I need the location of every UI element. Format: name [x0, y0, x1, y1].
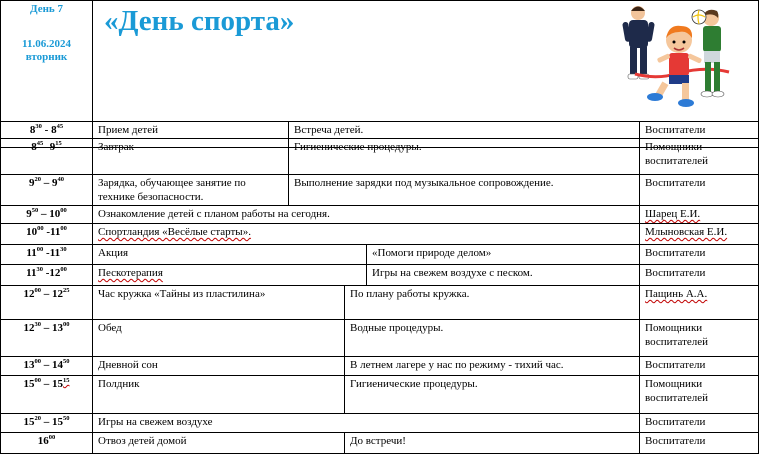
details-cell: Выполнение зарядки под музыкальное сопровождение.: [288, 174, 640, 206]
details-cell: Гигиенические процедуры.: [288, 138, 640, 175]
staff-cell: Млыновская Е.И.: [639, 223, 759, 245]
time-cell: $15^{00} - 15^{15}$: [0, 375, 93, 414]
activity-cell: Зарядка, обучающее занятие по технике безопасности.: [92, 174, 289, 206]
time-cell: $9^{50} - 10^{00}$: [0, 205, 93, 224]
staff-cell: Воспитатели: [639, 413, 759, 433]
activity-cell: Акция: [92, 244, 367, 265]
time-cell: $9^{20} - 9^{40}$: [0, 174, 93, 206]
staff-cell: Шарец Е.И.: [639, 205, 759, 224]
details-cell: Игры на свежем воздухе с песком.: [366, 264, 640, 286]
activity-cell: Игры на свежем воздухе: [92, 413, 640, 433]
staff-cell: Помощники воспитателей: [639, 138, 759, 175]
activity-cell: Час кружка «Тайны из пластилина»: [92, 285, 345, 320]
activity-cell: Прием детей: [92, 121, 289, 139]
details-cell: В летнем лагере у нас по режиму - тихий час.: [344, 356, 640, 376]
staff-cell: Пащинь А.А.: [639, 285, 759, 320]
staff-cell: Помощники воспитателей: [639, 319, 759, 357]
time-cell: $8^{30} - 8^{45}$: [0, 121, 93, 139]
activity-cell: Обед: [92, 319, 345, 357]
time-cell: $13^{00} - 14^{50}$: [0, 356, 93, 376]
staff-cell: Воспитатели: [639, 432, 759, 454]
staff-cell: Воспитатели: [639, 264, 759, 286]
details-cell: До встречи!: [344, 432, 640, 454]
page-title: «День спорта»: [104, 5, 295, 37]
activity-cell: Спортландия «Весёлые старты».: [92, 223, 640, 245]
time-cell: $16^{00}$: [0, 432, 93, 454]
details-cell: Гигиенические процедуры.: [344, 375, 640, 414]
activity-cell: Полдник: [92, 375, 345, 414]
staff-cell: Помощники воспитателей: [639, 375, 759, 414]
activity-cell: Отвоз детей домой: [92, 432, 345, 454]
activity-cell: Завтрак: [92, 138, 289, 175]
activity-cell: Пескотерапия: [92, 264, 367, 286]
time-cell: $15^{20} - 15^{50}$: [0, 413, 93, 433]
weekday-label: вторник: [25, 51, 68, 63]
time-cell: $12^{30} - 13^{00}$: [0, 319, 93, 357]
time-cell: $10^{00}$ $-11^{00}$: [0, 223, 93, 245]
time-cell: $11^{30}$ $-12^{00}$: [0, 264, 93, 286]
activity-cell: Дневной сон: [92, 356, 345, 376]
time-cell: $8^{45}-$ $9^{15}$: [0, 138, 93, 175]
time-cell: $11^{00}$ $-11^{30}$: [0, 244, 93, 265]
staff-cell: Воспитатели: [639, 356, 759, 376]
details-cell: Водные процедуры.: [344, 319, 640, 357]
date-label: 11.06.2024: [22, 38, 71, 50]
staff-cell: Воспитатели: [639, 174, 759, 206]
activity-cell: Ознакомление детей с планом работы на сегодня.: [92, 205, 640, 224]
details-cell: По плану работы кружка.: [344, 285, 640, 320]
details-cell: «Помоги природе делом»: [366, 244, 640, 265]
details-cell: Встреча детей.: [288, 121, 640, 139]
staff-cell: Воспитатели: [639, 121, 759, 139]
day-label: День 7: [30, 3, 63, 15]
staff-cell: Воспитатели: [639, 244, 759, 265]
children-sport-race-illustration: [617, 2, 745, 118]
sport-icon: [617, 2, 745, 118]
time-cell: $12^{00} - 12^{25}$: [0, 285, 93, 320]
